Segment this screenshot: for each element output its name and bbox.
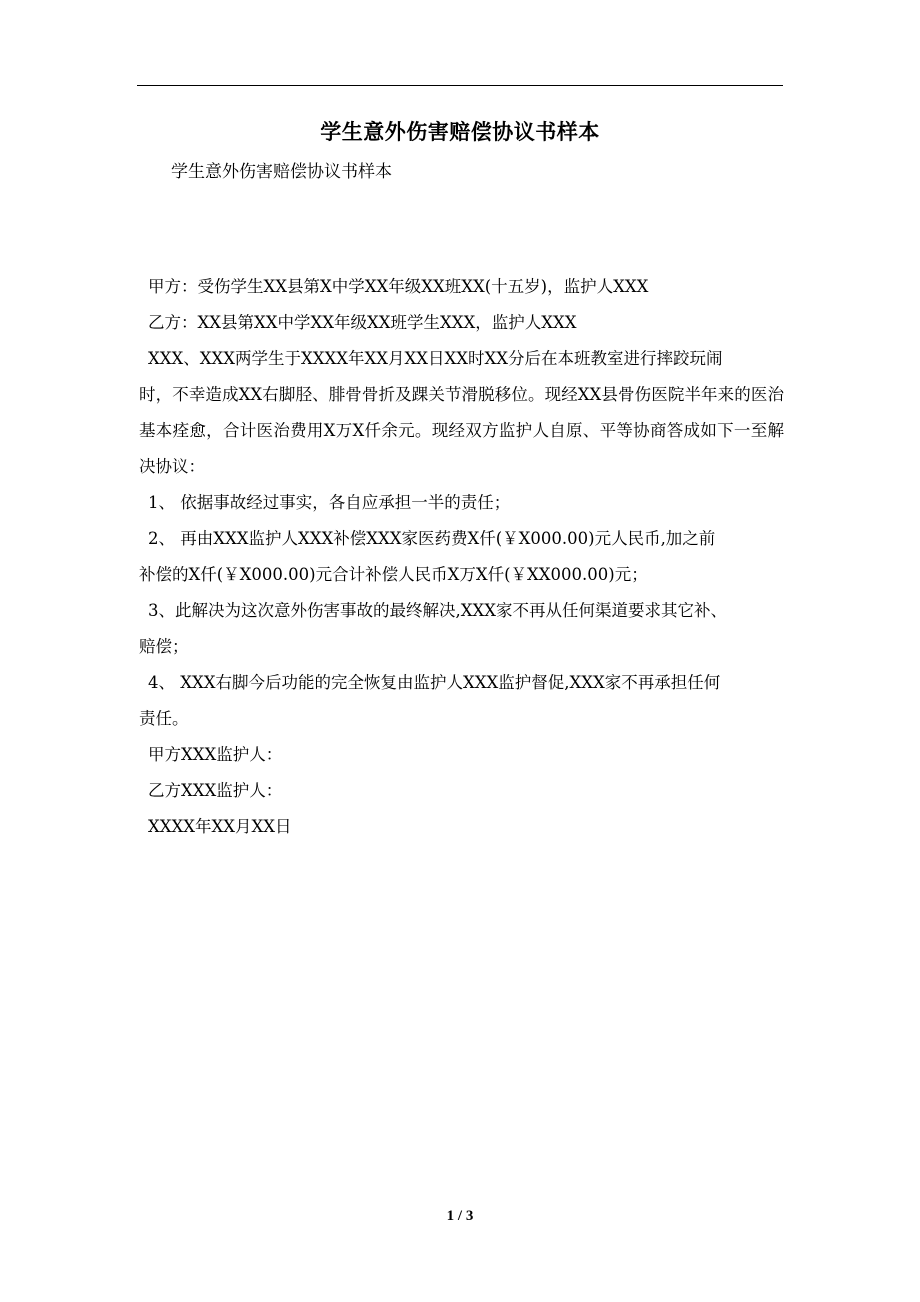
document-subtitle: 学生意外伤害赔偿协议书样本 [171, 162, 392, 182]
clause-3-line-first: 3、此解决为这次意外伤害事故的最终解决,XXX家不再从任何渠道要求其它补、 [148, 601, 727, 620]
clause-4-continuation: 责任。 [139, 709, 189, 728]
signature-party-b: 乙方XXX监护人： [148, 781, 283, 800]
clause-3-continuation: 赔偿； [139, 637, 189, 656]
facts-paragraph: 时，不幸造成XX右脚胫、腓骨骨折及踝关节滑脱移位。现经XX县骨伤医院半年来的医治基本痊愈，合计医治费用X万X仟余元。现经双方监护人自原、平等协商答成如下一至解决协议： [139, 385, 784, 476]
clause-4-line-first: 4、 XXX右脚今后功能的完全恢复由监护人XXX监护督促,XXX家不再承担任何 [148, 673, 721, 692]
agreement-date: XXXX年XX月XX日 [148, 817, 292, 836]
clause-2-line-first: 2、 再由XXX监护人XXX补偿XXX家医药费X仟(￥X000.00)元人民币,加之前 [148, 529, 716, 548]
header-rule [137, 85, 783, 86]
document-title: 学生意外伤害赔偿协议书样本 [320, 119, 600, 144]
clause-2-continuation: 补偿的X仟(￥X000.00)元合计补偿人民币X万X仟(￥XX000.00)元； [139, 565, 648, 584]
party-b-line: 乙方：XX县第XX中学XX年级XX班学生XXX，监护人XXX [148, 313, 577, 332]
facts-line-first: XXX、XXX两学生于XXXX年XX月XX日XX时XX分后在本班教室进行摔跤玩闹 [148, 349, 723, 368]
page-number: 1 / 3 [446, 1208, 474, 1224]
document-body [139, 269, 784, 845]
party-a-line: 甲方：受伤学生XX县第X中学XX年级XX班XX(十五岁)，监护人XXX [148, 277, 649, 296]
clause-1: 1、 依据事故经过事实，各自应承担一半的责任； [148, 493, 511, 512]
signature-party-a: 甲方XXX监护人： [148, 745, 283, 764]
